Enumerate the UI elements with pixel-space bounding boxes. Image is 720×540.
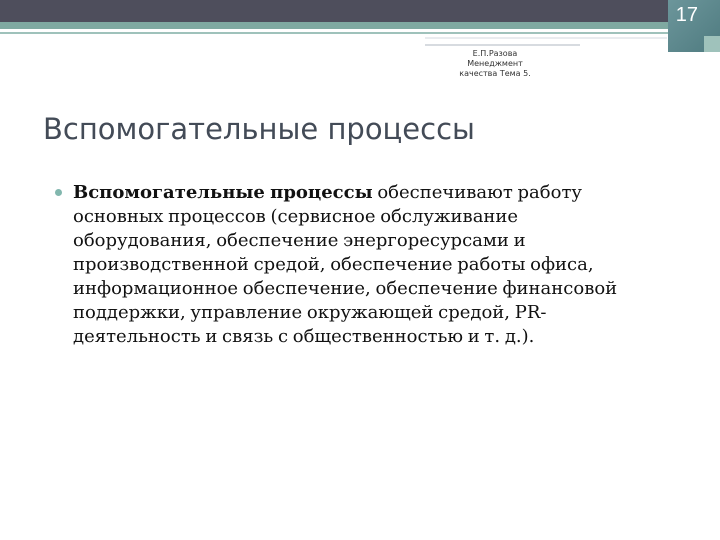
header-band [0,0,720,22]
bullet-dot [55,189,62,196]
page-number-box-corner [704,36,720,52]
author-note-line-3: качества Тема 5. [459,69,531,78]
bullet-bold-lead: Вспомогательные процессы [73,182,373,203]
author-note-line-1: Е.П.Разова [472,49,518,58]
author-note [420,49,570,79]
header-grey-line [425,44,580,46]
bullet-text [73,181,660,349]
bullet-item [55,181,660,349]
author-note-line-2: Менеджмент [467,59,523,68]
page-number: 17 [675,4,698,26]
slide-title: Вспомогательные процессы [43,112,475,146]
header-white-line [0,29,700,32]
bullet-body: обеспечивают работу основных процессов (сервисное обслуживание оборудования, обеспечение энергоресурсами и производственной средой, обеспечение работы офиса, информационное обеспечение, обеспечение финансовой поддержки, управление окружающей средой, PR-деятельность и связь с общественностью и т. д.). [73,182,618,347]
header-light-line [425,37,667,39]
